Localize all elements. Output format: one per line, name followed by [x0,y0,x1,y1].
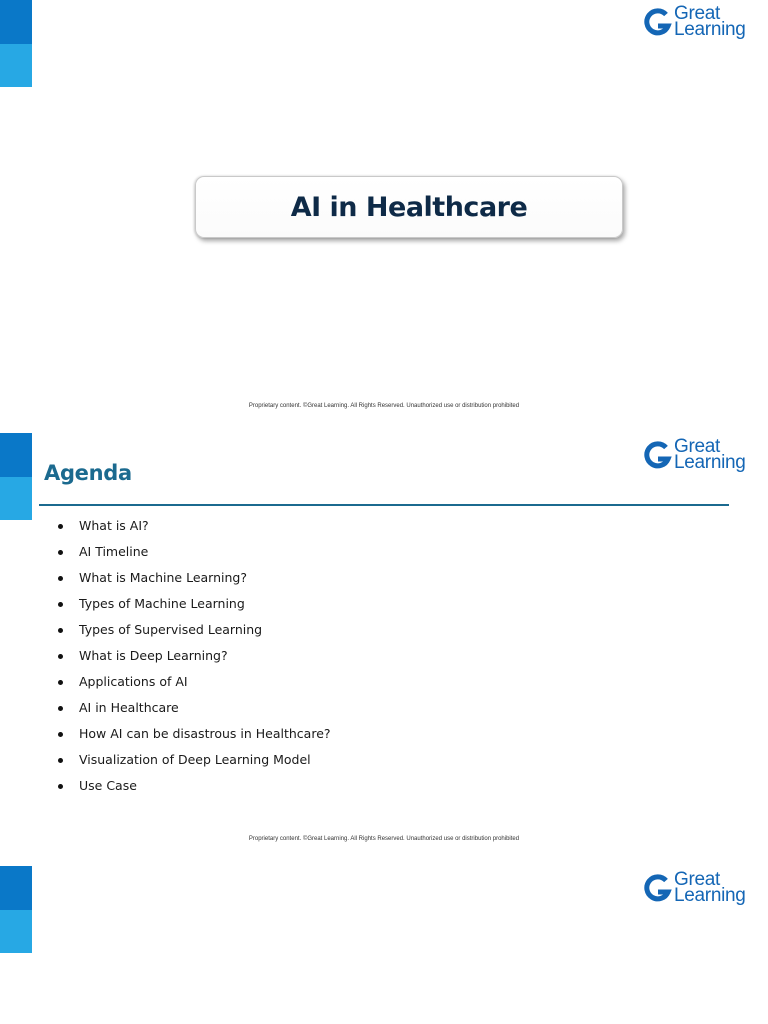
slide-title: AI in Healthcare [290,191,528,223]
logo-text-great: Great [674,436,721,457]
agenda-item [58,646,331,672]
bullet-icon [58,784,63,789]
bullet-icon [58,680,63,685]
bullet-icon [58,628,63,633]
great-learning-g-icon [644,6,672,40]
great-learning-logo [644,869,754,906]
bullet-icon [58,524,63,529]
agenda-item [58,542,331,568]
copyright-footer: Proprietary content. ©Great Learning. All Rights Reserved. Unauthorized use or distribution prohibited [248,403,520,409]
agenda-item [58,672,331,698]
corner-accent-light [0,477,32,520]
heading-divider [39,504,729,506]
logo-text-learning: Learning [674,885,746,906]
agenda-item-text: AI Timeline [79,544,149,559]
corner-accent-light [0,910,32,953]
great-learning-logo [644,436,754,473]
bullet-icon [58,602,63,607]
corner-accent-dark [0,0,32,44]
agenda-item [58,594,331,620]
agenda-item-text: What is Machine Learning? [79,570,247,585]
agenda-item-text: Use Case [79,778,137,793]
agenda-item-text: Types of Machine Learning [79,596,245,611]
bullet-icon [58,758,63,763]
great-learning-g-icon [644,872,672,906]
agenda-list [58,516,331,802]
agenda-item [58,620,331,646]
agenda-item-text: How AI can be disastrous in Healthcare? [79,726,331,741]
agenda-item-text: Types of Supervised Learning [79,622,263,637]
agenda-heading: Agenda [44,461,132,485]
bullet-icon [58,550,63,555]
next-slide [0,866,768,1024]
agenda-item-text: Applications of AI [79,674,188,689]
logo-text-learning: Learning [674,19,746,40]
logo-text-learning: Learning [674,452,746,473]
logo-text-great: Great [674,869,721,890]
agenda-item-text: What is Deep Learning? [79,648,228,663]
bullet-icon [58,706,63,711]
agenda-item-text: What is AI? [79,518,149,533]
agenda-slide [0,433,768,866]
great-learning-g-icon [644,439,672,473]
agenda-item [58,776,331,802]
agenda-item [58,750,331,776]
agenda-item [58,698,331,724]
bullet-icon [58,576,63,581]
agenda-item-text: Visualization of Deep Learning Model [79,752,311,767]
title-box [195,176,623,238]
bullet-icon [58,654,63,659]
corner-accent-dark [0,866,32,910]
agenda-item [58,516,331,542]
agenda-item [58,568,331,594]
great-learning-logo [644,3,754,40]
logo-text-great: Great [674,3,721,24]
agenda-item [58,724,331,750]
bullet-icon [58,732,63,737]
copyright-footer: Proprietary content. ©Great Learning. All Rights Reserved. Unauthorized use or distribution prohibited [248,836,520,842]
agenda-item-text: AI in Healthcare [79,700,179,715]
title-slide [0,0,768,433]
corner-accent-light [0,44,32,87]
corner-accent-dark [0,433,32,477]
